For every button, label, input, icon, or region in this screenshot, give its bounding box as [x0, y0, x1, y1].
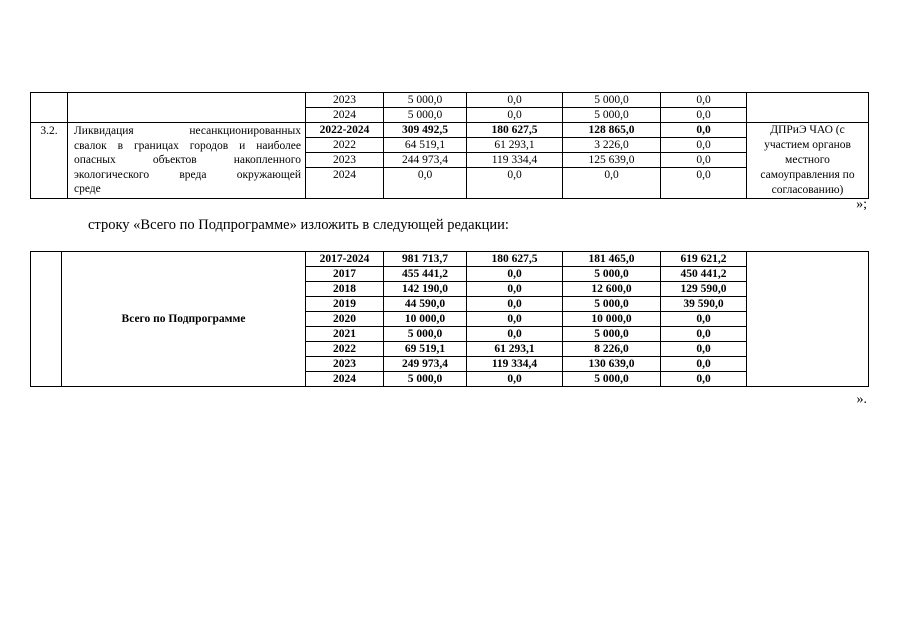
description-line: опасных объектов накопленного [74, 154, 301, 166]
funding-cell: 3 226,0 [563, 138, 661, 153]
responsible-executor: ДПРиЭ ЧАО (с участием органов местного самоуправления по согласованию) [747, 123, 869, 199]
year-cell: 2024 [306, 168, 384, 199]
funding-cell: 119 334,4 [467, 357, 563, 372]
total-cell: 5 000,0 [384, 108, 467, 123]
funding-cell: 5 000,0 [563, 297, 661, 312]
year-cell: 2017-2024 [306, 252, 384, 267]
description-line: среде [74, 183, 101, 195]
total-cell: 5 000,0 [384, 93, 467, 108]
year-cell: 2022 [306, 342, 384, 357]
funding-cell: 0,0 [467, 372, 563, 387]
funding-cell: 5 000,0 [563, 108, 661, 123]
description-line: свалок в границах городов и наиболее [74, 139, 301, 152]
funding-cell: 0,0 [467, 108, 563, 123]
funding-cell: 0,0 [467, 93, 563, 108]
funding-cell: 61 293,1 [467, 138, 563, 153]
year-cell: 2018 [306, 282, 384, 297]
funding-cell: 0,0 [467, 282, 563, 297]
funding-cell: 181 465,0 [563, 252, 661, 267]
year-cell: 2022 [306, 138, 384, 153]
total-cell: 244 973,4 [384, 153, 467, 168]
subprogram-total-table [30, 251, 869, 387]
total-cell: 455 441,2 [384, 267, 467, 282]
funding-cell: 0,0 [661, 123, 747, 138]
item-number: 3.2. [31, 123, 68, 199]
funding-cell: 0,0 [661, 372, 747, 387]
funding-cell: 128 865,0 [563, 123, 661, 138]
year-cell: 2023 [306, 357, 384, 372]
funding-cell: 180 627,5 [467, 252, 563, 267]
total-cell: 64 519,1 [384, 138, 467, 153]
funding-cell: 0,0 [661, 342, 747, 357]
funding-cell: 5 000,0 [563, 372, 661, 387]
funding-cell: 0,0 [661, 138, 747, 153]
total-cell: 309 492,5 [384, 123, 467, 138]
year-cell: 2024 [306, 108, 384, 123]
description-line: экологического вреда окружающей [74, 168, 301, 181]
funding-cell: 180 627,5 [467, 123, 563, 138]
table-row [31, 123, 869, 138]
funding-cell: 0,0 [467, 297, 563, 312]
year-cell: 2023 [306, 153, 384, 168]
funding-cell: 0,0 [563, 168, 661, 199]
table-row [31, 252, 869, 267]
empty-number-cell [31, 93, 68, 123]
table-row [31, 93, 869, 108]
funding-cell: 0,0 [467, 267, 563, 282]
funding-cell: 0,0 [467, 327, 563, 342]
instruction-text: строку «Всего по Подпрограмме» изложить в следующей редакции: [88, 217, 509, 233]
funding-cell: 5 000,0 [563, 327, 661, 342]
year-cell: 2023 [306, 93, 384, 108]
year-cell: 2021 [306, 327, 384, 342]
funding-cell: 0,0 [467, 168, 563, 199]
funding-cell: 61 293,1 [467, 342, 563, 357]
funding-cell: 0,0 [661, 93, 747, 108]
year-cell: 2022-2024 [306, 123, 384, 138]
funding-cell: 0,0 [661, 168, 747, 199]
empty-responsible-cell [747, 252, 869, 387]
funding-cell: 130 639,0 [563, 357, 661, 372]
year-cell: 2019 [306, 297, 384, 312]
total-cell: 10 000,0 [384, 312, 467, 327]
funding-cell: 0,0 [661, 357, 747, 372]
funding-cell: 619 621,2 [661, 252, 747, 267]
total-cell: 249 973,4 [384, 357, 467, 372]
total-cell: 981 713,7 [384, 252, 467, 267]
total-cell: 69 519,1 [384, 342, 467, 357]
total-label: Всего по Подпрограмме [62, 252, 306, 387]
year-cell: 2017 [306, 267, 384, 282]
funding-cell: 125 639,0 [563, 153, 661, 168]
closing-quote: »; [856, 197, 867, 212]
closing-quote: ». [856, 392, 867, 407]
funding-cell: 0,0 [661, 312, 747, 327]
description-line: Ликвидация несанкционированных [74, 125, 301, 137]
total-cell: 142 190,0 [384, 282, 467, 297]
subprogram-item-table [30, 92, 869, 199]
funding-cell: 0,0 [661, 327, 747, 342]
total-cell: 44 590,0 [384, 297, 467, 312]
total-cell: 5 000,0 [384, 327, 467, 342]
funding-cell: 39 590,0 [661, 297, 747, 312]
funding-cell: 5 000,0 [563, 93, 661, 108]
funding-cell: 129 590,0 [661, 282, 747, 297]
funding-cell: 12 600,0 [563, 282, 661, 297]
total-cell: 5 000,0 [384, 372, 467, 387]
item-description [68, 123, 306, 199]
funding-cell: 5 000,0 [563, 267, 661, 282]
funding-cell: 450 441,2 [661, 267, 747, 282]
funding-cell: 0,0 [661, 153, 747, 168]
funding-cell: 8 226,0 [563, 342, 661, 357]
funding-cell: 119 334,4 [467, 153, 563, 168]
year-cell: 2020 [306, 312, 384, 327]
empty-number-cell [31, 252, 62, 387]
total-cell: 0,0 [384, 168, 467, 199]
funding-cell: 0,0 [467, 312, 563, 327]
empty-description-cell [68, 93, 306, 123]
funding-cell: 0,0 [661, 108, 747, 123]
empty-responsible-cell [747, 93, 869, 123]
year-cell: 2024 [306, 372, 384, 387]
funding-cell: 10 000,0 [563, 312, 661, 327]
